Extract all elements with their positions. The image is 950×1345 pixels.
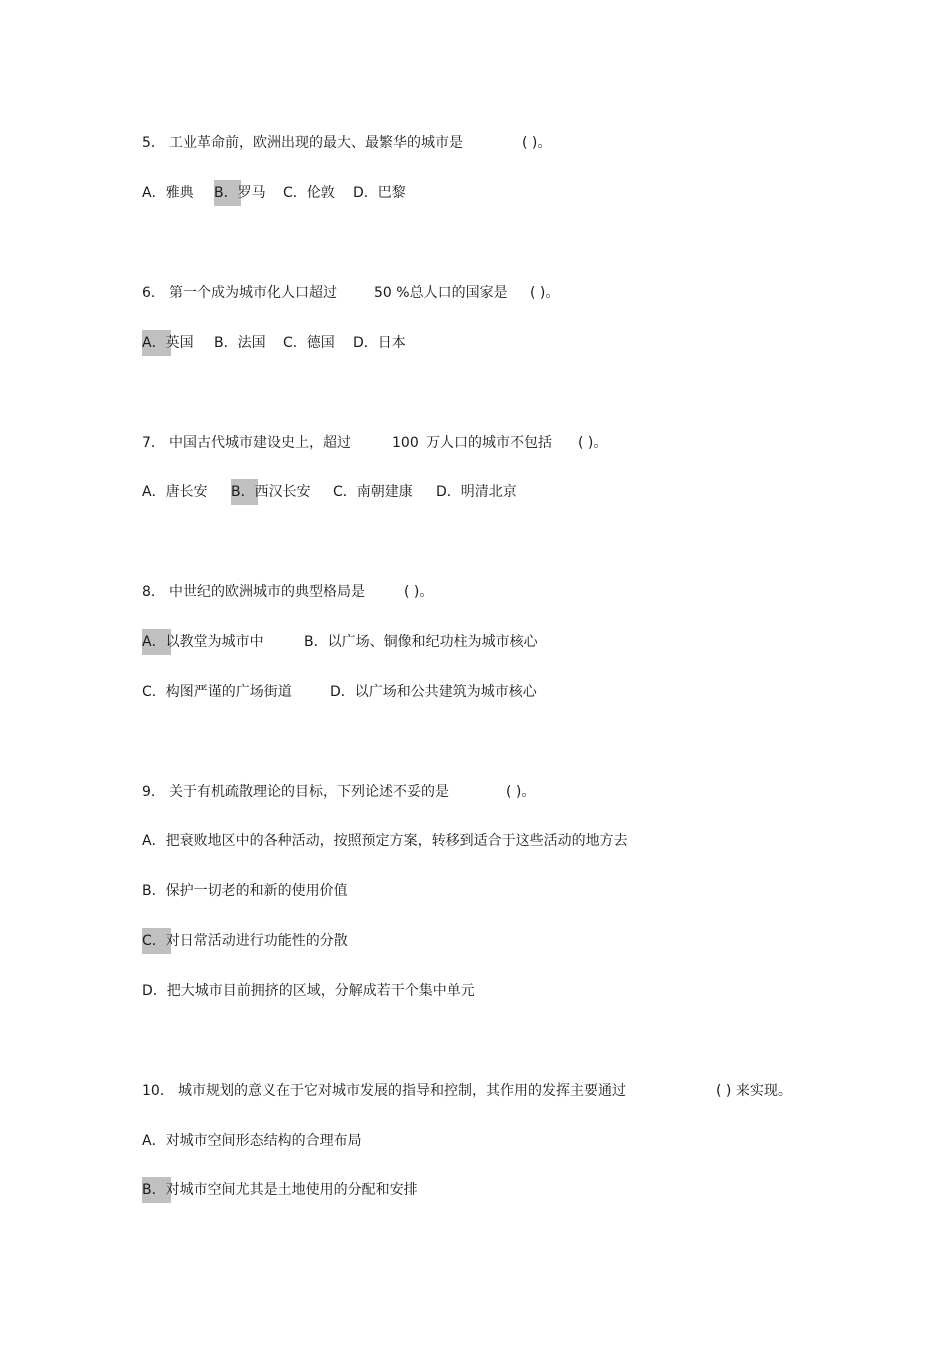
- question-number: 7．: [142, 435, 165, 451]
- option-b: B．对城市空间尤其是土地使用的分配和安排: [142, 1182, 418, 1198]
- option-c: C．构图严谨的广场街道: [142, 684, 292, 700]
- question-number: 6．: [142, 285, 165, 301]
- option-d: D．把大城市目前拥挤的区域，分解成若干个集中单元: [142, 983, 475, 999]
- answer-blank: ( )。: [530, 285, 560, 301]
- option-b: B．西汉长安: [231, 484, 311, 500]
- answer-blank: ( )。: [506, 784, 536, 800]
- option-b: B．保护一切老的和新的使用价值: [142, 883, 348, 899]
- option-d: D．以广场和公共建筑为城市核心: [330, 684, 537, 700]
- question-number: 8．: [142, 584, 165, 600]
- option-a: A．把衰败地区中的各种活动，按照预定方案，转移到适合于这些活动的地方去: [142, 833, 628, 849]
- option-d: D．明清北京: [436, 484, 517, 500]
- question-text-number: 100: [392, 435, 419, 451]
- option-c: C．德国: [283, 335, 335, 351]
- question-text-continued: 50 %总人口的国家是: [374, 285, 508, 301]
- option-d: D．日本: [353, 335, 406, 351]
- option-b: B．罗马: [214, 185, 266, 201]
- question-text: 城市规划的意义在于它对城市发展的指导和控制，其作用的发挥主要通过: [178, 1083, 626, 1099]
- option-a: A．以教堂为城市中: [142, 634, 264, 650]
- answer-blank: ( )。: [578, 435, 608, 451]
- option-c: C．对日常活动进行功能性的分散: [142, 933, 348, 949]
- question-text: 中世纪的欧洲城市的典型格局是: [169, 584, 365, 600]
- option-a: A．唐长安: [142, 484, 208, 500]
- option-a: A．对城市空间形态结构的合理布局: [142, 1133, 362, 1149]
- option-a: A．英国: [142, 335, 194, 351]
- answer-blank: ( )。: [404, 584, 434, 600]
- option-b: B．以广场、铜像和纪功柱为城市核心: [304, 634, 538, 650]
- question-text: 第一个成为城市化人口超过: [169, 285, 337, 301]
- option-a: A．雅典: [142, 185, 194, 201]
- option-b: B．法国: [214, 335, 266, 351]
- question-number: 9．: [142, 784, 165, 800]
- question-text: 关于有机疏散理论的目标，下列论述不妥的是: [169, 784, 449, 800]
- option-c: C．南朝建康: [333, 484, 413, 500]
- option-c: C．伦敦: [283, 185, 335, 201]
- question-number: 5．: [142, 135, 165, 151]
- option-d: D．巴黎: [353, 185, 406, 201]
- question-text: 工业革命前，欧洲出现的最大、最繁华的城市是: [169, 135, 463, 151]
- question-text: 中国古代城市建设史上，超过: [169, 435, 351, 451]
- answer-blank: ( ) 来实现。: [716, 1083, 792, 1099]
- answer-blank: ( )。: [522, 135, 552, 151]
- question-number: 10．: [142, 1083, 174, 1099]
- question-text-continued: 万人口的城市不包括: [426, 435, 552, 451]
